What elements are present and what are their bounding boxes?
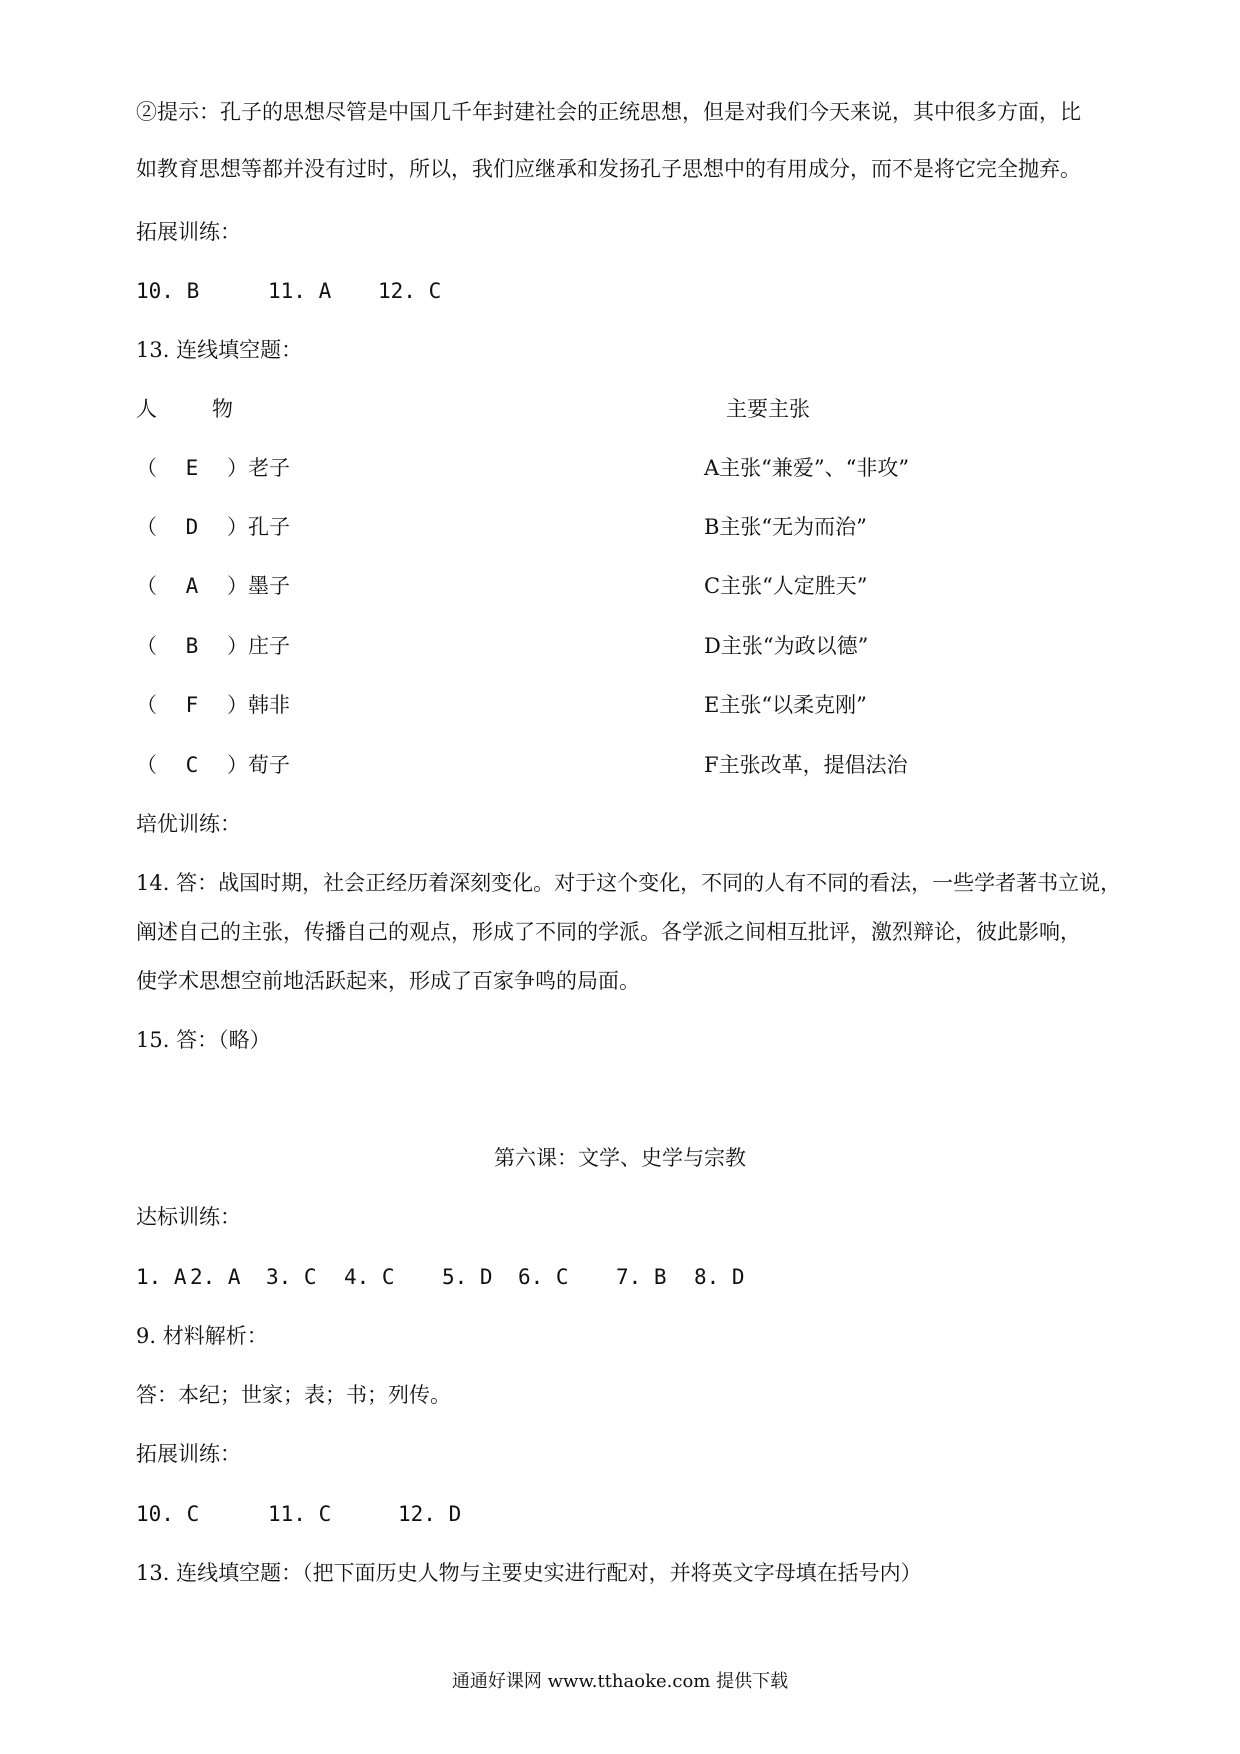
footer-credit: 通通好课网 www.tthaoke.com 提供下载 — [451, 1671, 789, 1692]
match-letter: C — [185, 753, 199, 777]
match-person: 荀子 — [248, 753, 290, 777]
q13-label: 13. 连线填空题： — [136, 338, 303, 362]
match-person: 孔子 — [248, 515, 290, 539]
advanced-heading: 培优训练： — [136, 812, 241, 836]
match-claim: E主张“以柔克刚” — [704, 693, 867, 717]
answer-10-b: 10. C — [136, 1502, 200, 1526]
q14-line-3: 使学术思想空前地活跃起来，形成了百家争鸣的局面。 — [136, 969, 640, 993]
match-row: （ F ）韩非 — [136, 693, 290, 717]
standard-heading: 达标训练： — [136, 1205, 241, 1229]
column-claim: 主要主张 — [726, 397, 810, 421]
q14-line-1: 14. 答：战国时期，社会正经历着深刻变化。对于这个变化，不同的人有不同的看法，一些学者著书立说， — [136, 871, 1122, 895]
answer-12: 12. C — [378, 279, 442, 303]
answer-12-b: 12. D — [398, 1502, 462, 1526]
match-letter: F — [185, 693, 199, 717]
extend-heading: 拓展训练： — [136, 220, 241, 244]
extend-heading-2: 拓展训练： — [136, 1442, 241, 1466]
match-claim: A主张“兼爱”、“非攻” — [704, 456, 910, 480]
standard-answer-6: 6. C — [518, 1265, 569, 1289]
answer-11: 11. A — [268, 279, 332, 303]
match-letter: B — [185, 634, 199, 658]
match-person: 墨子 — [248, 574, 290, 598]
lesson-title: 第六课：文学、史学与宗教 — [494, 1146, 746, 1170]
q13-label-2: 13. 连线填空题：（把下面历史人物与主要史实进行配对，并将英文字母填在括号内） — [136, 1561, 922, 1585]
column-person-a: 人 — [136, 397, 157, 421]
match-row: （ E ）老子 — [136, 456, 290, 480]
match-row: （ D ）孔子 — [136, 515, 290, 539]
match-row: （ B ）庄子 — [136, 634, 290, 658]
q14-line-2: 阐述自己的主张，传播自己的观点，形成了不同的学派。各学派之间相互批评，激烈辩论，彼此影响， — [136, 920, 1081, 944]
match-letter: A — [185, 574, 199, 598]
standard-answer-8: 8. D — [694, 1265, 745, 1289]
standard-answer-4: 4. C — [344, 1265, 395, 1289]
hint-line-2: 如教育思想等都并没有过时，所以，我们应继承和发扬孔子思想中的有用成分，而不是将它完全抛弃。 — [136, 157, 1081, 181]
standard-answer-3: 3. C — [266, 1265, 317, 1289]
answer-11-b: 11. C — [268, 1502, 332, 1526]
match-claim: D主张“为政以德” — [704, 634, 869, 658]
match-row: （ A ）墨子 — [136, 574, 290, 598]
standard-answer-5: 5. D — [442, 1265, 493, 1289]
standard-answer-1: 1. A — [136, 1265, 187, 1289]
hint-line-1: ②提示：孔子的思想尽管是中国几千年封建社会的正统思想，但是对我们今天来说，其中很多方面，比 — [136, 100, 1081, 124]
q9-label: 9. 材料解析： — [136, 1324, 268, 1348]
match-letter: E — [185, 456, 199, 480]
standard-answer-7: 7. B — [616, 1265, 667, 1289]
match-row: （ C ）荀子 — [136, 753, 290, 777]
match-claim: C主张“人定胜天” — [704, 574, 868, 598]
match-claim: B主张“无为而治” — [704, 515, 867, 539]
match-person: 老子 — [248, 456, 290, 480]
q9-answer: 答：本纪；世家；表；书；列传。 — [136, 1383, 451, 1407]
match-claim: F主张改革，提倡法治 — [704, 753, 908, 777]
q15-answer: 15. 答：（略） — [136, 1028, 271, 1052]
standard-answer-2: 2. A — [190, 1265, 241, 1289]
column-person-b: 物 — [212, 397, 233, 421]
match-letter: D — [185, 515, 199, 539]
match-person: 韩非 — [248, 693, 290, 717]
answer-10: 10. B — [136, 279, 200, 303]
match-person: 庄子 — [248, 634, 290, 658]
